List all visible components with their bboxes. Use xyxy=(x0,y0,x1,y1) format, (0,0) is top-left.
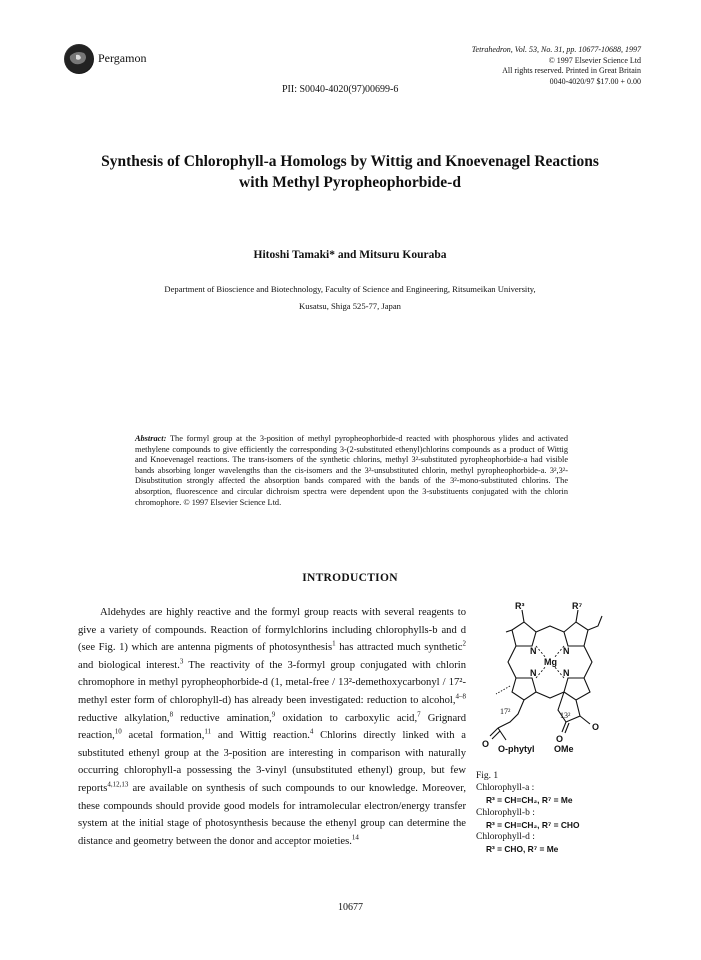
figure-caption xyxy=(476,770,636,855)
ester-o-label: O xyxy=(592,722,600,732)
price-line: 0040-4020/97 $17.00 + 0.00 xyxy=(549,76,641,86)
pyrrole-ring-b xyxy=(564,622,588,646)
meso-bridge-left xyxy=(508,646,516,678)
reference: 11 xyxy=(204,727,212,736)
phytyl-bond xyxy=(498,728,506,740)
abstract-text: The formyl group at the 3-position of methyl pyropheophorbide-d reacted with phosphorous ylides and activated methylene compounds to give efficiently the corresponding 3-(2-substituted ethenyl)chlorins compounds as a product of Wittig and Knoevenagel reactions. The trans-isomers of the synthetic chlorins, methyl 3²-substituted pyropheophorbide-a had visible bands absorbing longer wavelengths than the cis-isomers and the 3²-unsubstituted chlorin, methyl pyropheophorbide-a. 3²,3²-Disubstitution strongly affected the absorption bands compared with the bands of the 3²-mono-substituted chlorins. The absorption, fluorescence and circular dichroism spectra were dependent upon the 3-substituents conjugated with the chlorin chromophore. © 1997 Elsevier Science Ltd. xyxy=(135,434,568,507)
ketone-o-label: O xyxy=(556,734,564,744)
text-run: The reactivity of the 3-formyl group conjugated with chlorin chromophore in methyl pyropheophorbide-d (1, metal-free / 13²-demethoxycarbonyl / 17²-methyl ester form of chlorophyll-d) has already been investigated: reduction to alcohol, xyxy=(78,659,466,706)
title-line-2: with Methyl Pyropheophorbide-d xyxy=(239,174,461,191)
reference: 14 xyxy=(351,833,359,842)
chlorophyll-b-substituents: R³ = CH=CH₂, R⁷ = CHO xyxy=(486,819,580,830)
reference: 8 xyxy=(169,710,174,719)
text-run: Grignard reaction, xyxy=(78,712,467,742)
reference: 7 xyxy=(417,710,421,719)
methyl-group xyxy=(506,630,512,632)
text-run: Aldehydes are highly reactive and the formyl group reacts with several reagents to give a variety of compounds. Reaction of formylchlorins including chlorophylls-b and d (see Fig. 1) which are antenna pigments of photosynthesis xyxy=(78,607,466,654)
pergamon-logo xyxy=(64,44,94,74)
intro-text xyxy=(78,604,466,850)
r7-label: R⁷ xyxy=(572,602,583,611)
ketone-bond xyxy=(562,722,569,733)
meso-bridge-top xyxy=(536,626,564,632)
mg-label: Mg xyxy=(544,657,557,667)
text-run: and Wittig reaction. xyxy=(211,730,310,742)
section-heading: INTRODUCTION xyxy=(302,572,398,584)
chlorophyll-d-substituents: R³ = CHO, R⁷ = Me xyxy=(486,844,559,855)
ethyl-group xyxy=(588,616,602,630)
text-run: Chlorins directly linked with a substituted ethenyl group at the 3-position are interesting in comparison with naturally occurring chlorophyll-a possessing the 3-vinyl (unsubstituted ethenyl) group, but few reports xyxy=(78,730,467,794)
chlorophyll-a-substituents: R³ = CH=CH₂, R⁷ = Me xyxy=(486,795,573,806)
affiliation-line-2: Kusatsu, Shiga 525-77, Japan xyxy=(299,301,401,311)
text-run: reductive amination, xyxy=(173,712,272,724)
ome-label: OMe xyxy=(554,744,574,754)
figure-label: Fig. 1 xyxy=(476,771,499,781)
text-run: are available on synthesis of such compounds to our knowledge. Moreover, these compounds should provide good models for intramolecular electron/energy transfer system at the initial stage of photosynthesis because the ethenyl group can determine the distance and geometry between the donor and acceptor moieties. xyxy=(78,782,466,847)
text-run: reductive alkylation, xyxy=(78,712,170,724)
affiliation xyxy=(60,281,640,315)
reference: 1 xyxy=(332,639,336,648)
text-run: has attracted much synthetic xyxy=(335,642,463,654)
pyrrole-ring-d xyxy=(512,678,536,700)
reference: 2 xyxy=(462,639,466,648)
c132-label: 13² xyxy=(560,711,571,720)
journal-citation: Tetrahedron, Vol. 53, No. 31, pp. 10677-10688, 1997 xyxy=(471,45,641,54)
authors: Hitoshi Tamaki* and Mitsuru Kouraba xyxy=(253,249,447,261)
n-label-3: N xyxy=(530,668,537,678)
chlorophyll-a-name: Chlorophyll-a : xyxy=(476,783,535,794)
pyrrole-ring-c xyxy=(564,678,590,700)
copyright-line: © 1997 Elsevier Science Ltd xyxy=(548,55,641,65)
abstract xyxy=(135,434,568,508)
globe-icon xyxy=(64,44,94,74)
paper-title xyxy=(60,151,640,193)
ophytyl-label: O-phytyl xyxy=(498,744,535,754)
r7-bond xyxy=(576,610,578,622)
chlorophyll-b-name: Chlorophyll-b : xyxy=(476,807,535,818)
n-label-1: N xyxy=(530,646,537,656)
abstract-label: Abstract: xyxy=(135,434,167,443)
r3-bond xyxy=(522,610,524,622)
intro-paragraph xyxy=(78,604,466,850)
reference: 10 xyxy=(114,727,122,736)
text-run: and biological interest. xyxy=(78,659,180,671)
publisher-name: Pergamon xyxy=(98,51,147,65)
reference: 4,12,13 xyxy=(107,780,129,789)
carbonyl-o-label: O xyxy=(482,739,490,749)
reference: 3 xyxy=(179,657,184,666)
chlorophyll-d-name: Chlorophyll-d : xyxy=(476,832,535,843)
hashed-wedge xyxy=(496,686,510,694)
reference: 4–8 xyxy=(455,692,466,701)
ester-bond xyxy=(580,716,590,724)
r3-label: R³ xyxy=(515,602,525,611)
title-line-1: Synthesis of Chlorophyll-a Homologs by Wittig and Knoevenagel Reactions xyxy=(101,153,599,170)
rights-line: All rights reserved. Printed in Great Britain xyxy=(502,66,641,75)
pii-code: PII: S0040-4020(97)00699-6 xyxy=(282,84,399,95)
reference: 4 xyxy=(309,727,314,736)
pyrrole-ring-a xyxy=(512,622,536,646)
n-label-4: N xyxy=(563,668,570,678)
reference: 9 xyxy=(271,710,276,719)
text-run: oxidation to carboxylic acid, xyxy=(275,712,418,724)
meso-bridge-bottom xyxy=(536,692,564,698)
meso-bridge-right xyxy=(584,646,592,678)
c172-label: 17² xyxy=(500,707,511,716)
n-label-2: N xyxy=(563,646,570,656)
chlorophyll-structure-figure xyxy=(470,602,632,770)
journal-info xyxy=(381,45,641,87)
text-run: acetal formation, xyxy=(121,730,205,742)
page-number: 10677 xyxy=(338,902,363,913)
affiliation-line-1: Department of Bioscience and Biotechnology, Faculty of Science and Engineering, Ritsumeikan University, xyxy=(164,284,536,294)
